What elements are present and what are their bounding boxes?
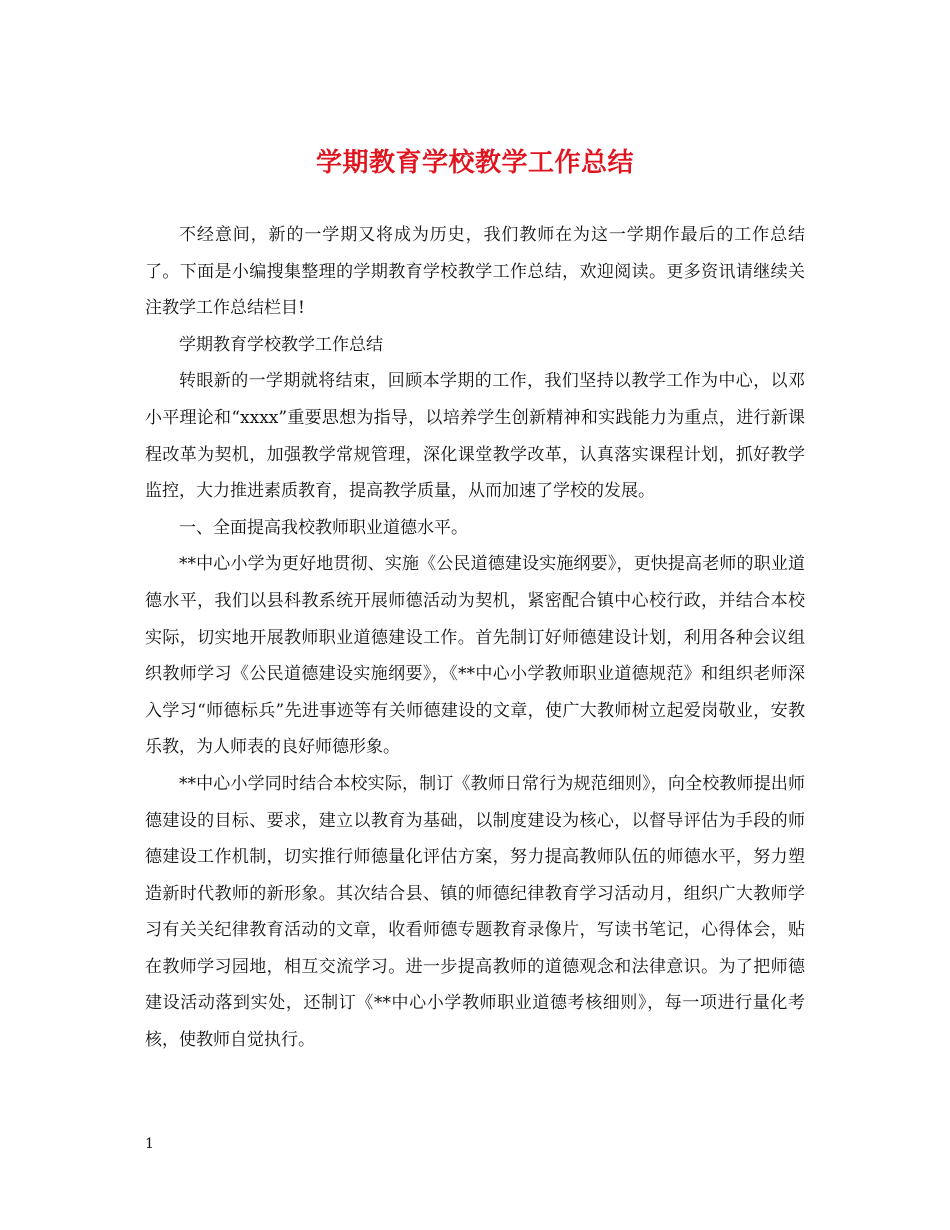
document-body xyxy=(145,217,805,1059)
document-title: 学期教育学校教学工作总结 xyxy=(315,148,634,178)
paragraph-subtitle: 学期教育学校教学工作总结 xyxy=(179,334,383,355)
paragraph-intro: 不经意间，新的一学期又将成为历史，我们教师在为这一学期作最后的工作总结了。下面是小编搜集整理的学期教育学校教学工作总结，欢迎阅读。更多资讯请继续关注教学工作总结栏目! xyxy=(145,225,805,319)
page-number: 1 xyxy=(145,1136,154,1152)
paragraph-overview: 转眼新的一学期就将结束，回顾本学期的工作，我们坚持以教学工作为中心，以邓小平理论和“xxxx”重要思想为指导，以培养学生创新精神和实践能力为重点，进行新课程改革为契机，加强教学常规管理，深化课堂教学改革，认真落实课程计划，抓好教学监控，大力推进素质教育，提高教学质量，从而加速了学校的发展。 xyxy=(145,371,805,502)
paragraph-ethics-rules: **中心小学同时结合本校实际，制订《教师日常行为规范细则》，向全校教师提出师德建设的目标、要求，建立以教育为基础，以制度建设为核心，以督导评估为手段的师德建设工作机制，切实推行师德量化评估方案，努力提高教师队伍的师德水平，努力塑造新时代教师的新形象。其次结合县、镇的师德纪律教育学习活动月，组织广大教师学习有关关纪律教育活动的文章，收看师德专题教育录像片，写读书笔记，心得体会，贴在教师学习园地，相互交流学习。进一步提高教师的道德观念和法律意识。为了把师德建设活动落到实处，还制订《**中心小学教师职业道德考核细则》，每一项进行量化考核，使教师自觉执行。 xyxy=(145,773,805,1051)
section-heading-1: 一、全面提高我校教师职业道德水平。 xyxy=(179,517,468,538)
paragraph-ethics-plan: **中心小学为更好地贯彻、实施《公民道德建设实施纲要》，更快提高老师的职业道德水平，我们以县科教系统开展师德活动为契机，紧密配合镇中心校行政，并结合本校实际，切实地开展教师职业道德建设工作。首先制订好师德建设计划，利用各种会议组织教师学习《公民道德建设实施纲要》，《**中心小学教师职业道德规范》和组织老师深入学习“师德标兵”先进事迹等有关师德建设的文章，使广大教师树立起爱岗敬业，安教乐教，为人师表的良好师德形象。 xyxy=(145,554,805,758)
